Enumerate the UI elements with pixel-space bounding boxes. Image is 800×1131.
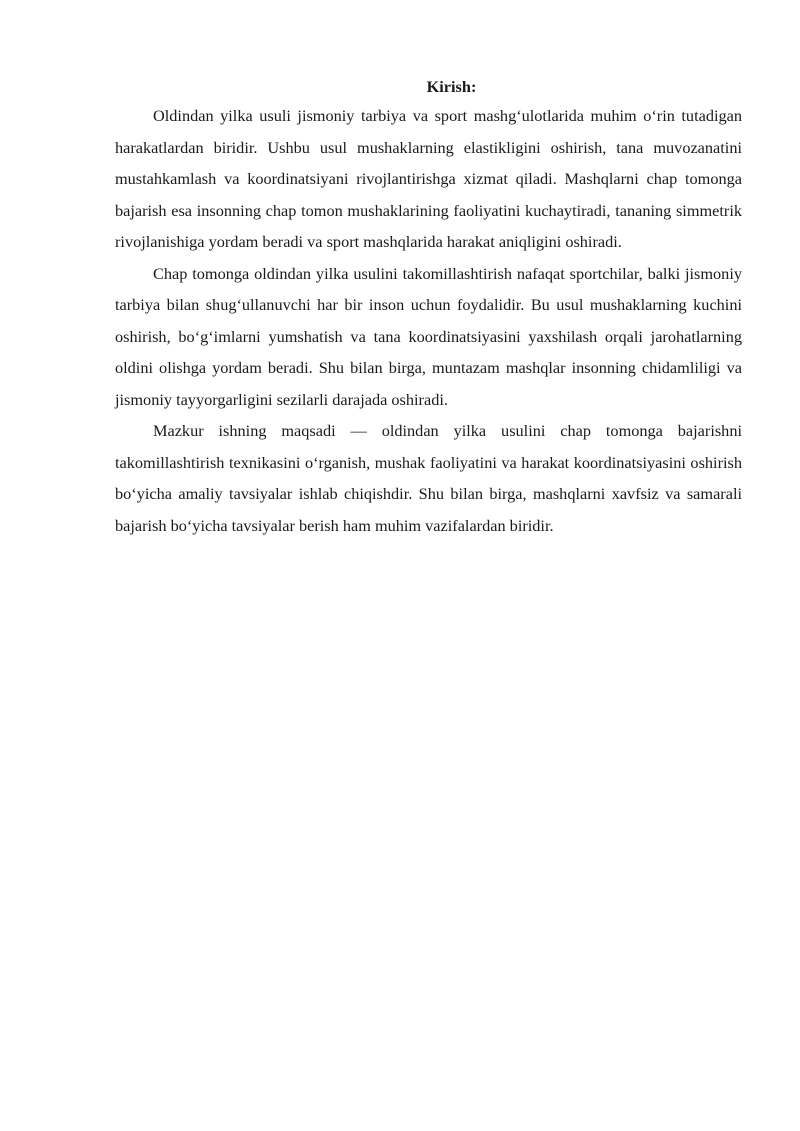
document-body [115, 76, 742, 541]
paragraph-1: Oldindan yilka usuli jismoniy tarbiya va sport mashg‘ulotlarida muhim o‘rin tutadigan harakatlardan biridir. Ushbu usul mushaklarning elastikligini oshirish, tana muvozanatini mustahkamlash va koordinatsiyani rivojlantirishga xizmat qiladi. Mashqlarni chap tomonga bajarish esa insonning chap tomon mushaklarining faoliyatini kuchaytiradi, tananing simmetrik rivojlanishiga yordam beradi va sport mashqlarida harakat aniqligini oshiradi. [115, 106, 742, 251]
paragraph-3: Mazkur ishning maqsadi — oldindan yilka usulini chap tomonga bajarishni takomillashtirish texnikasini o‘rganish, mushak faoliyatini va harakat koordinatsiyasini oshirish bo‘yicha amaliy tavsiyalar ishlab chiqishdir. Shu bilan birga, mashqlarni xavfsiz va samarali bajarish bo‘yicha tavsiyalar berish ham muhim vazifalardan biridir. [115, 421, 742, 535]
section-heading: Kirish: [426, 77, 477, 96]
paragraph-2: Chap tomonga oldindan yilka usulini takomillashtirish nafaqat sportchilar, balki jismoniy tarbiya bilan shug‘ullanuvchi har bir inson uchun foydalidir. Bu usul mushaklarning kuchini oshirish, bo‘g‘imlarni yumshatish va tana koordinatsiyasini yaxshilash orqali jarohatlarning oldini olishga yordam beradi. Shu bilan birga, muntazam mashqlar insonning chidamliligi va jismoniy tayyorgarligini sezilarli darajada oshiradi. [115, 263, 742, 409]
